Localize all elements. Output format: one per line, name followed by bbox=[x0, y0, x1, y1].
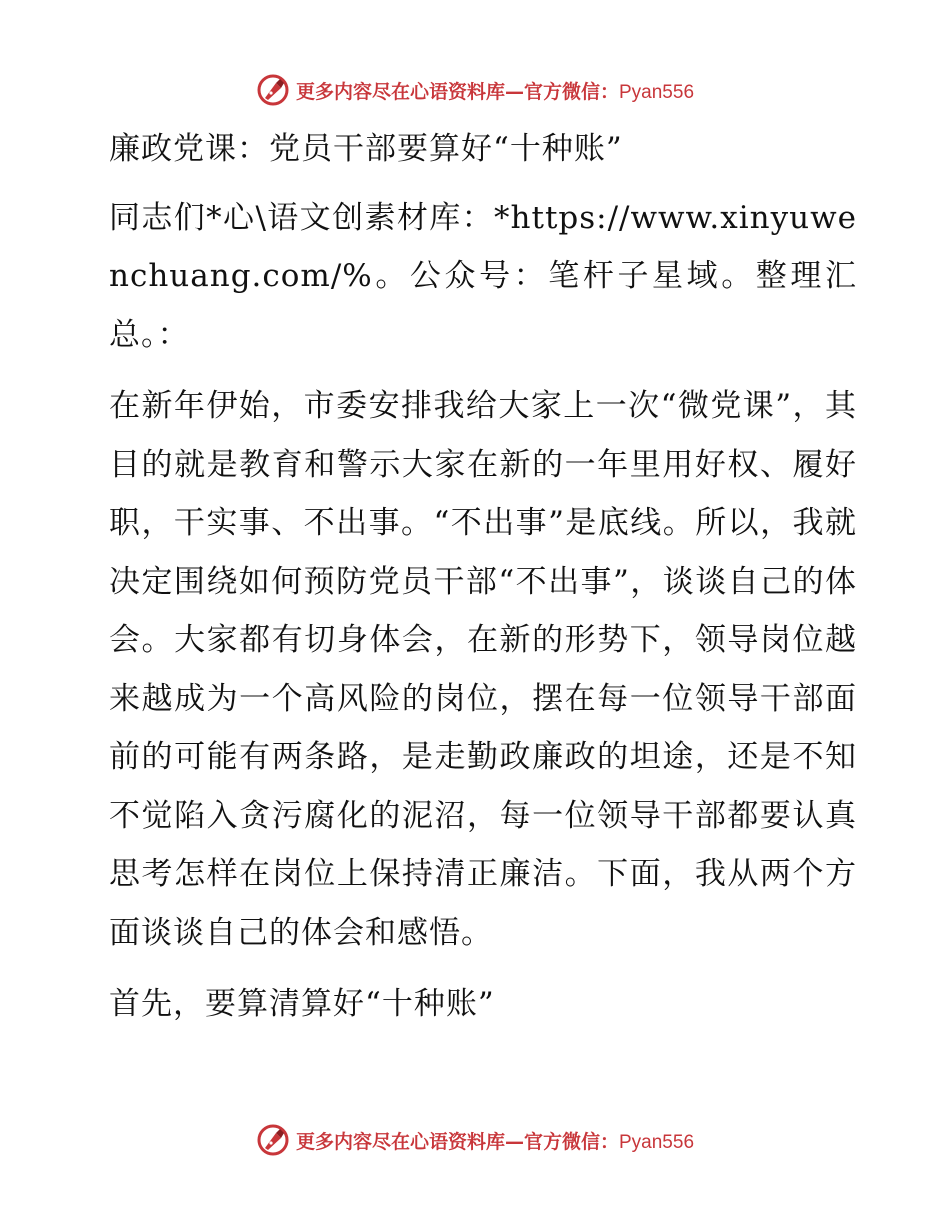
header-banner bbox=[0, 70, 950, 110]
document-title: 廉政党课：党员干部要算好“十种账” bbox=[109, 131, 623, 167]
header-banner-wechat-label: 官方微信： bbox=[523, 80, 619, 103]
pen-nib-logo-icon bbox=[256, 73, 290, 107]
header-banner-slogan: 更多内容尽在心语资料库 bbox=[295, 80, 505, 103]
footer-banner-wechat-id: Pyan556 bbox=[619, 1131, 695, 1153]
intro-paragraph: 同志们*心\语文创素材库：*https://www.xinyuwenchuang.com/%。公众号：笔杆子星域。整理汇总。： bbox=[109, 199, 857, 353]
header-banner-wechat-id: Pyan556 bbox=[619, 81, 695, 103]
footer-banner-wechat-label: 官方微信： bbox=[523, 1130, 619, 1153]
document-body bbox=[97, 120, 857, 1034]
header-banner-text bbox=[296, 77, 694, 104]
section-heading: 首先，要算清算好“十种账” bbox=[109, 986, 495, 1022]
body-paragraph: 在新年伊始，市委安排我给大家上一次“微党课”，其目的就是教育和警示大家在新的一年里用好权、履好职，干实事、不出事。“不出事”是底线。所以，我就决定围绕如何预防党员干部“不出事”，谈谈自己的体会。大家都有切身体会，在新的形势下，领导岗位越来越成为一个高风险的岗位，摆在每一位领导干部面前的可能有两条路，是走勤政廉政的坦途，还是不知不觉陷入贪污腐化的泥沼，每一位领导干部都要认真思考怎样在岗位上保持清正廉洁。下面，我从两个方面谈谈自己的体会和感悟。 bbox=[109, 388, 857, 951]
header-banner-dash: — bbox=[504, 80, 524, 103]
footer-banner-text bbox=[296, 1127, 694, 1154]
footer-banner-slogan: 更多内容尽在心语资料库 bbox=[295, 1130, 505, 1153]
pen-nib-logo-icon bbox=[256, 1123, 290, 1157]
footer-banner-dash: — bbox=[504, 1130, 524, 1153]
footer-banner bbox=[0, 1120, 950, 1160]
